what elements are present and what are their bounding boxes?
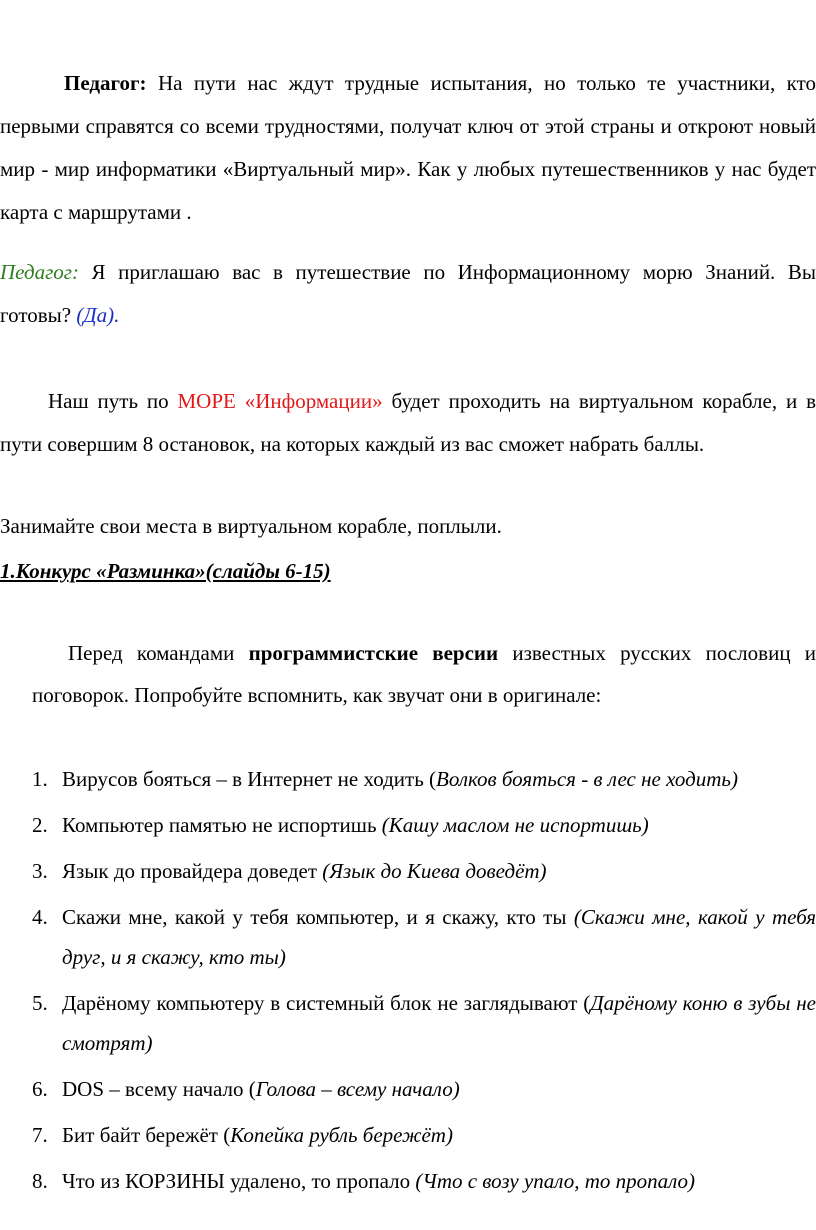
paragraph-invitation (0, 251, 816, 337)
proverb-original: Волков бояться - в лес не ходить) (436, 767, 738, 791)
proverb-original: Копейка рубль бережёт) (230, 1123, 453, 1147)
proverb-text: Скажи мне, какой у тебя компьютер, и я скажу, кто ты (62, 905, 574, 929)
paragraph-boarding (0, 506, 816, 546)
speaker-label: Педагог: (64, 71, 147, 95)
proverb-original: (Язык до Киева доведёт) (322, 859, 547, 883)
paragraph-route (0, 380, 816, 466)
paragraph-text-before: Перед командами (68, 641, 249, 665)
answer-period: . (114, 303, 120, 327)
list-number: 1. (32, 767, 48, 791)
proverb-text: DOS – всему начало ( (62, 1077, 256, 1101)
list-item (0, 851, 816, 891)
proverb-original: (Скажи мне, какой у тебя друг, и я скажу, кто ты) (62, 905, 816, 969)
list-item (0, 759, 816, 799)
list-number: 2. (32, 813, 48, 837)
proverb-text: Бит байт бережёт ( (62, 1123, 231, 1147)
speaker-label-italic: Педагог: (0, 260, 79, 284)
paragraph-text-after: известных русских пословиц и поговорок. Попробуйте вспомнить, как звучат они в оригинале: (32, 641, 816, 707)
paragraph-text-after: будет проходить на виртуальном корабле, и в пути совершим 8 остановок, на которых каждый из вас сможет набрать баллы. (0, 389, 816, 456)
list-item (0, 1161, 816, 1201)
list-item (0, 983, 816, 1063)
proverb-text: Язык до провайдера доведет (62, 859, 323, 883)
list-item (0, 1069, 816, 1109)
list-number: 3. (32, 859, 48, 883)
proverb-original: (Что с возу упало, то пропало) (415, 1169, 696, 1193)
list-number: 4. (32, 905, 48, 929)
list-item (0, 897, 816, 977)
proverb-text: Вирусов бояться – в Интернет не ходить ( (62, 767, 437, 791)
paragraph-text: На пути нас ждут трудные испытания, но только те участники, кто первыми справятся со всеми трудностями, получат ключ от этой страны и откроют новый мир - мир информатики «Виртуальный мир». Как у любых путешественников у нас будет карта с маршрутами . (0, 71, 816, 224)
paragraph-task (32, 632, 816, 716)
paragraph-text-before: Наш путь по (48, 389, 178, 413)
list-item (0, 1115, 816, 1155)
list-number: 5. (32, 991, 48, 1015)
sea-highlight: МОРЕ «Информации» (177, 389, 383, 413)
list-item (0, 805, 816, 845)
proverb-text: Дарёному компьютеру в системный блок не заглядывают ( (62, 991, 591, 1015)
paragraph-text: Занимайте свои места в виртуальном корабле, поплыли. (0, 514, 502, 538)
paragraph-intro (0, 62, 816, 234)
paragraph-text: Я приглашаю вас в путешествие по Информационному морю Знаний. Вы готовы? (0, 260, 816, 327)
list-number: 7. (32, 1123, 48, 1147)
proverb-original: Голова – всему начало) (255, 1077, 460, 1101)
proverb-original: Дарёному коню в зубы не смотрят) (62, 991, 816, 1055)
section-heading: 1.Конкурс «Разминка»(слайды 6-15) (0, 559, 331, 583)
list-number: 8. (32, 1169, 48, 1193)
proverb-text: Компьютер памятью не испортишь (62, 813, 382, 837)
proverb-text: Что из КОРЗИНЫ удалено, то пропало (62, 1169, 416, 1193)
bold-phrase: программистские версии (248, 641, 499, 665)
list-number: 6. (32, 1077, 48, 1101)
proverb-original: (Кашу маслом не испортишь) (381, 813, 649, 837)
proverbs-list (0, 759, 816, 1207)
answer-text: (Да) (76, 303, 115, 327)
